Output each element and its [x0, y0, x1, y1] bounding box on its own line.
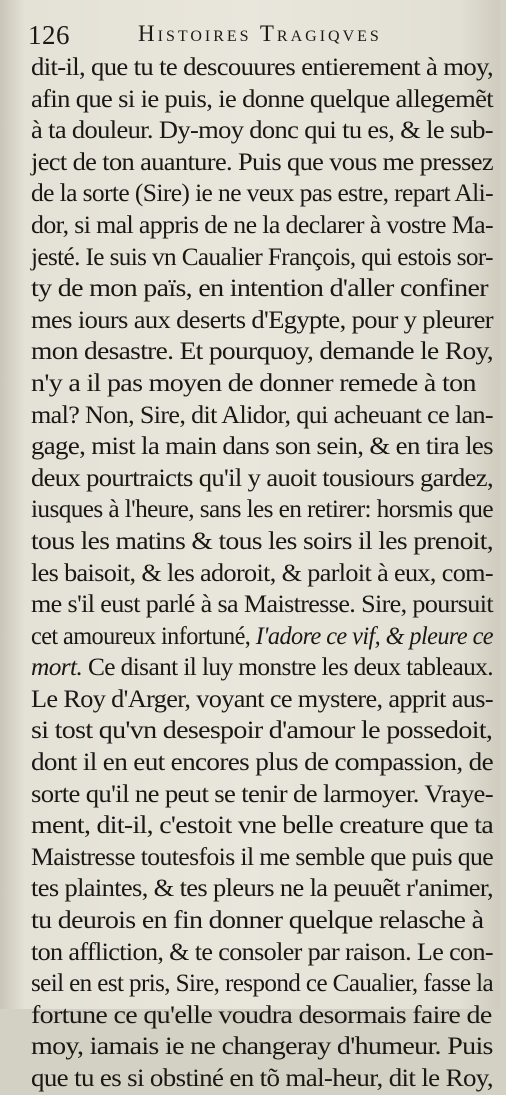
page-header — [28, 18, 478, 54]
text-line — [31, 589, 493, 621]
text-span: mal? Non, Sire, dit Alidor, qui acheuant ce lan- — [31, 401, 493, 429]
text-span: n'y a il pas moyen de donner remede à ton — [31, 369, 476, 397]
text-line — [31, 305, 493, 337]
text-span: Le Roy d'Arger, voyant ce mystere, apprit aus- — [31, 685, 494, 713]
text-line — [31, 905, 493, 937]
text-span: tu deurois en fin donner quelque relasche à — [31, 907, 484, 935]
text-line — [31, 842, 493, 874]
text-span: ton affliction, & te consoler par raison. Le con- — [31, 938, 493, 966]
text-span: afin que si ie puis, ie donne quelque allegemẽt — [31, 85, 493, 113]
text-line — [31, 621, 493, 653]
text-span: les baisoit, & les adoroit, & parloit à eux, com- — [31, 559, 493, 587]
text-line — [31, 652, 493, 684]
text-span: dor, si mal appris de ne la declarer à vostre Ma- — [31, 211, 493, 239]
text-span: Ce disant il luy monstre les deux tableaux. — [82, 654, 493, 682]
text-line — [31, 178, 493, 210]
text-span: dont il en eut encores plus de compassion, de — [31, 749, 494, 777]
text-span: moy, iamais ie ne changeray d'humeur. Puis — [31, 1033, 493, 1061]
text-line — [31, 1063, 493, 1095]
text-line — [31, 937, 493, 969]
text-line — [31, 368, 493, 400]
text-line — [31, 147, 493, 179]
body-text — [31, 52, 493, 1095]
text-line — [31, 336, 493, 368]
text-span: à ta douleur. Dy-moy donc qui tu es, & le sub- — [31, 117, 493, 145]
text-line — [31, 431, 493, 463]
italic-text-span: I'adore ce vif, & pleure ce — [255, 622, 493, 650]
text-line — [31, 115, 493, 147]
italic-text-span: mort. — [31, 654, 83, 682]
text-span: cet amoureux infortuné, — [31, 622, 256, 650]
text-line — [31, 52, 493, 84]
text-span: ment, dit-il, c'estoit vne belle creature que ta — [31, 812, 494, 840]
text-line — [31, 494, 493, 526]
text-span: que tu es si obstiné en tõ mal-heur, dit le Roy, — [31, 1065, 493, 1092]
text-span: deux pourtraicts qu'il y auoit tousiours gardez, — [31, 464, 493, 492]
text-line — [31, 526, 493, 558]
text-span: dit-il, que tu te descouures entierement à moy, — [31, 54, 494, 81]
text-span: tous les matins & tous les soirs il les prenoit, — [31, 527, 494, 555]
text-line — [31, 1000, 493, 1032]
text-span: mes iours aux deserts d'Egypte, pour y pleurer — [31, 306, 494, 334]
text-span: sorte qu'il ne peut se tenir de larmoyer. Vraye- — [31, 780, 494, 808]
text-span: gage, mist la main dans son sein, & en tira les — [31, 433, 493, 461]
text-span: mon desastre. Et pourquoy, demande le Roy, — [31, 338, 494, 366]
text-line — [31, 558, 493, 590]
text-span: tes plaintes, & tes pleurs ne la peuuẽt r'animer, — [31, 875, 494, 903]
text-span: ject de ton auanture. Puis que vous me pressez — [31, 148, 493, 176]
text-line — [31, 1031, 493, 1063]
running-title: Histoires Tragiqves — [138, 21, 382, 46]
text-line — [31, 779, 493, 811]
text-span: iusques à l'heure, sans les en retirer: horsmis que — [31, 496, 493, 524]
text-span: fortune ce qu'elle voudra desormais faire de — [31, 1001, 492, 1029]
text-line — [31, 273, 493, 305]
text-line — [31, 968, 493, 1000]
text-line — [31, 715, 493, 747]
text-line — [31, 873, 493, 905]
text-line — [31, 747, 493, 779]
page-number: 126 — [28, 20, 70, 50]
text-line — [31, 400, 493, 432]
text-line — [31, 84, 493, 116]
text-line — [31, 242, 493, 274]
text-span: Maistresse toutesfois il me semble que puis que — [31, 843, 494, 871]
text-span: jesté. Ie suis vn Caualier François, qui estois sor- — [31, 243, 493, 271]
text-span: seil en est pris, Sire, respond ce Caualier, fasse la — [31, 970, 493, 998]
text-line — [31, 810, 493, 842]
text-span: me s'il eust parlé à sa Maistresse. Sire, poursuit — [31, 591, 493, 619]
text-line — [31, 684, 493, 716]
text-span: ty de mon païs, en intention d'aller confiner — [31, 275, 488, 303]
text-line — [31, 210, 493, 242]
text-line — [31, 463, 493, 495]
text-span: si tost qu'vn desespoir d'amour le possedoit, — [31, 717, 493, 745]
text-span: de la sorte (Sire) ie ne veux pas estre, repart Ali- — [31, 180, 494, 208]
